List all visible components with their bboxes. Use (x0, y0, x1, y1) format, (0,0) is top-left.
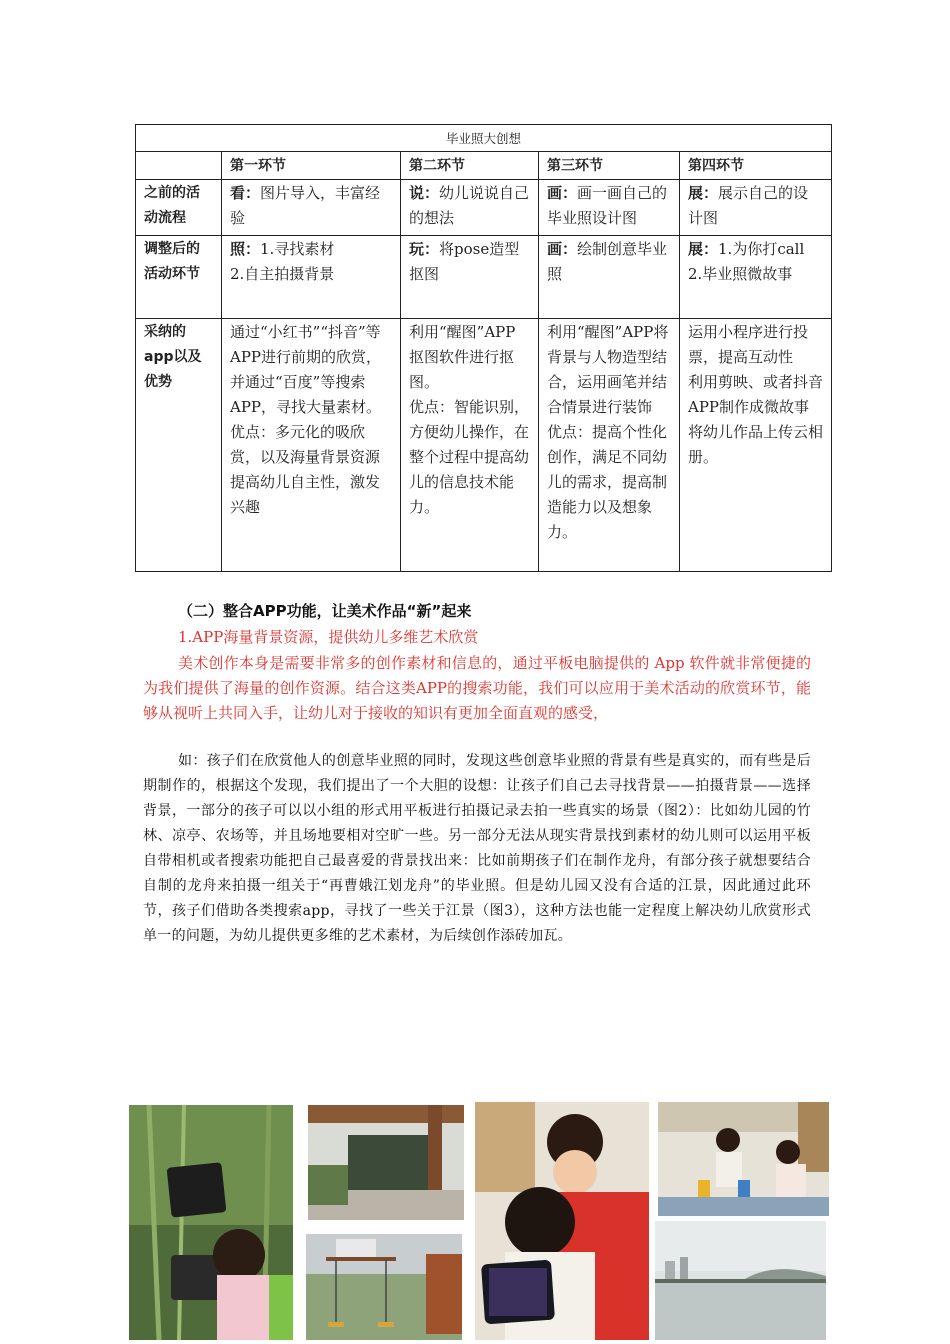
cell-key: 看： (230, 184, 261, 202)
photo-pavilion-corridor (308, 1105, 464, 1220)
table-corner-cell (136, 152, 222, 180)
cell-key: 说： (409, 184, 440, 202)
row-label-apps-advantages: 采纳的app以及优势 (136, 319, 222, 572)
cell-text: 图片导入，丰富经验 (230, 184, 381, 227)
cell-text: 展示自己的设计图 (688, 184, 809, 227)
table-cell (539, 236, 680, 319)
table-cell (401, 236, 539, 319)
stage-header-2: 第二环节 (401, 152, 539, 180)
photo-riverside-scenery (655, 1221, 826, 1340)
table-cell (401, 180, 539, 236)
photo-children-classroom (658, 1102, 829, 1216)
table-cell (539, 180, 680, 236)
stage-header-3: 第三环节 (539, 152, 680, 180)
photo-children-bamboo-tablet (129, 1105, 293, 1340)
photo-playground-swing (306, 1234, 462, 1340)
activity-plan-table (135, 124, 832, 572)
stage-header-1: 第一环节 (222, 152, 401, 180)
table-cell: 运用小程序进行投票，提高互动性 利用剪映、或者抖音APP制作成微故事将幼儿作品上传云相册。 (680, 319, 832, 572)
cell-key: 展： (688, 240, 719, 258)
table-title: 毕业照大创想 (136, 125, 832, 152)
cell-key: 展： (688, 184, 719, 202)
table-cell (680, 180, 832, 236)
cell-key: 玩： (409, 240, 440, 258)
table-cell: 通过“小红书”“抖音”等APP进行前期的欣赏，并通过“百度”等搜索APP，寻找大量素材。 优点：多元化的吸欣赏，以及海量背景资源提高幼儿自主性，激发兴趣 (222, 319, 401, 572)
cell-key: 画： (547, 240, 578, 258)
table-cell (222, 236, 401, 319)
table-cell (222, 180, 401, 236)
stage-header-4: 第四环节 (680, 152, 832, 180)
cell-key: 画： (547, 184, 578, 202)
cell-text: 画一画自己的毕业照设计图 (547, 184, 668, 227)
body-paragraph: 如：孩子们在欣赏他人的创意毕业照的同时，发现这些创意毕业照的背景有些是真实的，而有些是后期制作的，根据这个发现，我们提出了一个大胆的设想：让孩子们自己去寻找背景——拍摄背景——选择背景，一部分的孩子可以以小组的形式用平板进行拍摄记录去拍一些真实的场景（图2）：比如幼儿园的竹林、凉亭、农场等，并且场地要相对空旷一些。另一部分无法从现实背景找到素材的幼儿则可以运用平板自带相机或者搜索功能把自己最喜爱的背景找出来：比如前期孩子们在制作龙舟，有部分孩子就想要结合自制的龙舟来拍摄一组关于“再曹娥江划龙舟”的毕业照。但是幼儿园又没有合适的江景，因此通过此环节，孩子们借助各类搜索app，寻找了一些关于江景（图3），这种方法也能一定程度上解决幼儿欣赏形式单一的问题，为幼儿提供更多维的艺术素材，为后续创作添砖加瓦。 (143, 753, 811, 944)
table-cell: 利用“醒图”APP将背景与人物造型结合，运用画笔并结合情景进行装饰 优点：提高个性化创作，满足不同幼儿的需求，提高制造能力以及想象力。 (539, 319, 680, 572)
highlight-paragraph: 美术创作本身是需要非常多的创作素材和信息的，通过平板电脑提供的 App 软件就非常便捷的为我们提供了海量的创作资源。结合这类APP的搜索功能，我们可以应用于美术活动的欣赏环节，能够从视听上共同入手，让幼儿对于接收的知识有更加全面直观的感受， (143, 654, 811, 722)
cell-text: 将pose造型抠图 (409, 240, 520, 283)
cell-text: 1.为你打call 2.毕业照微故事 (688, 240, 805, 283)
photo-children-using-tablet (475, 1102, 649, 1340)
table-cell (680, 236, 832, 319)
row-label-previous-flow: 之前的活动流程 (136, 180, 222, 236)
section-heading: （二）整合APP功能，让美术作品“新”起来 (178, 602, 472, 620)
cell-key: 照： (230, 240, 261, 258)
row-label-adjusted-flow: 调整后的活动环节 (136, 236, 222, 319)
subsection-heading: 1.APP海量背景资源，提供幼儿多维艺术欣赏 (178, 628, 479, 646)
table-cell: 利用“醒图”APP抠图软件进行抠图。 优点：智能识别，方便幼儿操作，在整个过程中提高幼儿的信息技术能力。 (401, 319, 539, 572)
cell-text: 绘制创意毕业照 (547, 240, 668, 283)
cell-text: 1.寻找素材 2.自主拍摄背景 (230, 240, 335, 283)
cell-text: 幼儿说说自己的想法 (409, 184, 530, 227)
